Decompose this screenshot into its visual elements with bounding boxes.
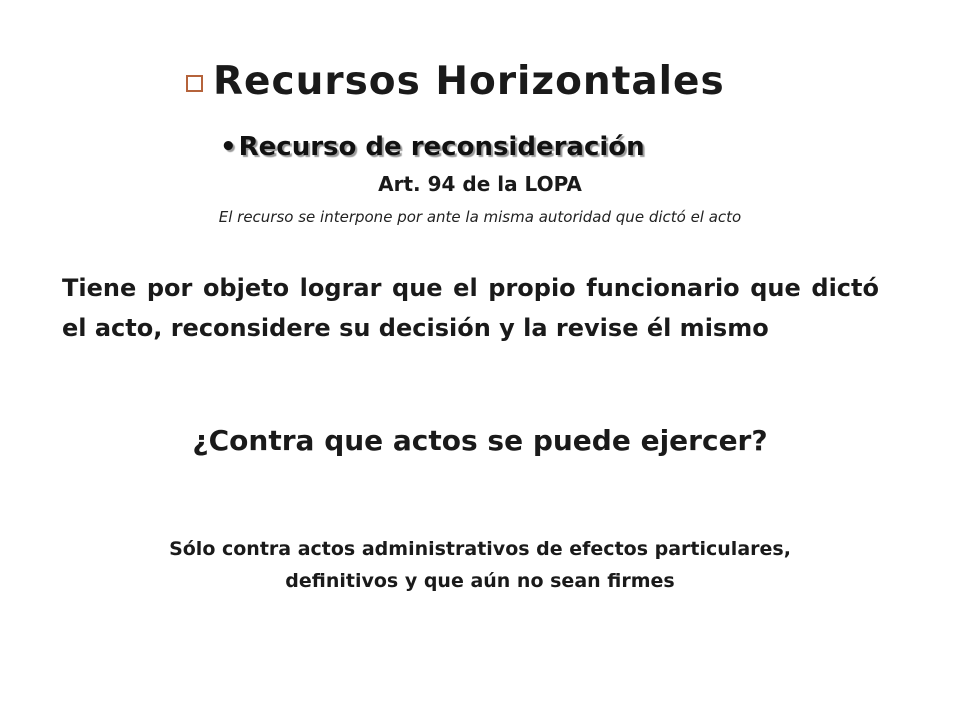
slide-title: Recursos Horizontales: [213, 59, 725, 104]
subtitle-bullet: •: [220, 132, 237, 162]
question-heading: ¿Contra que actos se puede ejercer?: [192, 424, 768, 457]
answer-line-2: definitivos y que aún no sean firmes: [285, 570, 675, 592]
square-bullet-icon: [186, 75, 203, 92]
article-reference: Art. 94 de la LOPA: [378, 172, 582, 196]
body-paragraph: Tiene por objeto lograr que el propio funcionario que dictó el acto, reconsidere su decisión y la revise él mismo: [62, 274, 879, 342]
article-note: El recurso se interpone por ante la misma autoridad que dictó el acto: [218, 208, 742, 226]
subtitle: Recurso de reconsideración: [238, 132, 645, 162]
title-row: [186, 59, 725, 104]
subtitle-row: [220, 132, 645, 162]
answer-line-1: Sólo contra actos administrativos de efectos particulares,: [169, 538, 791, 560]
answer-text: [90, 533, 870, 597]
